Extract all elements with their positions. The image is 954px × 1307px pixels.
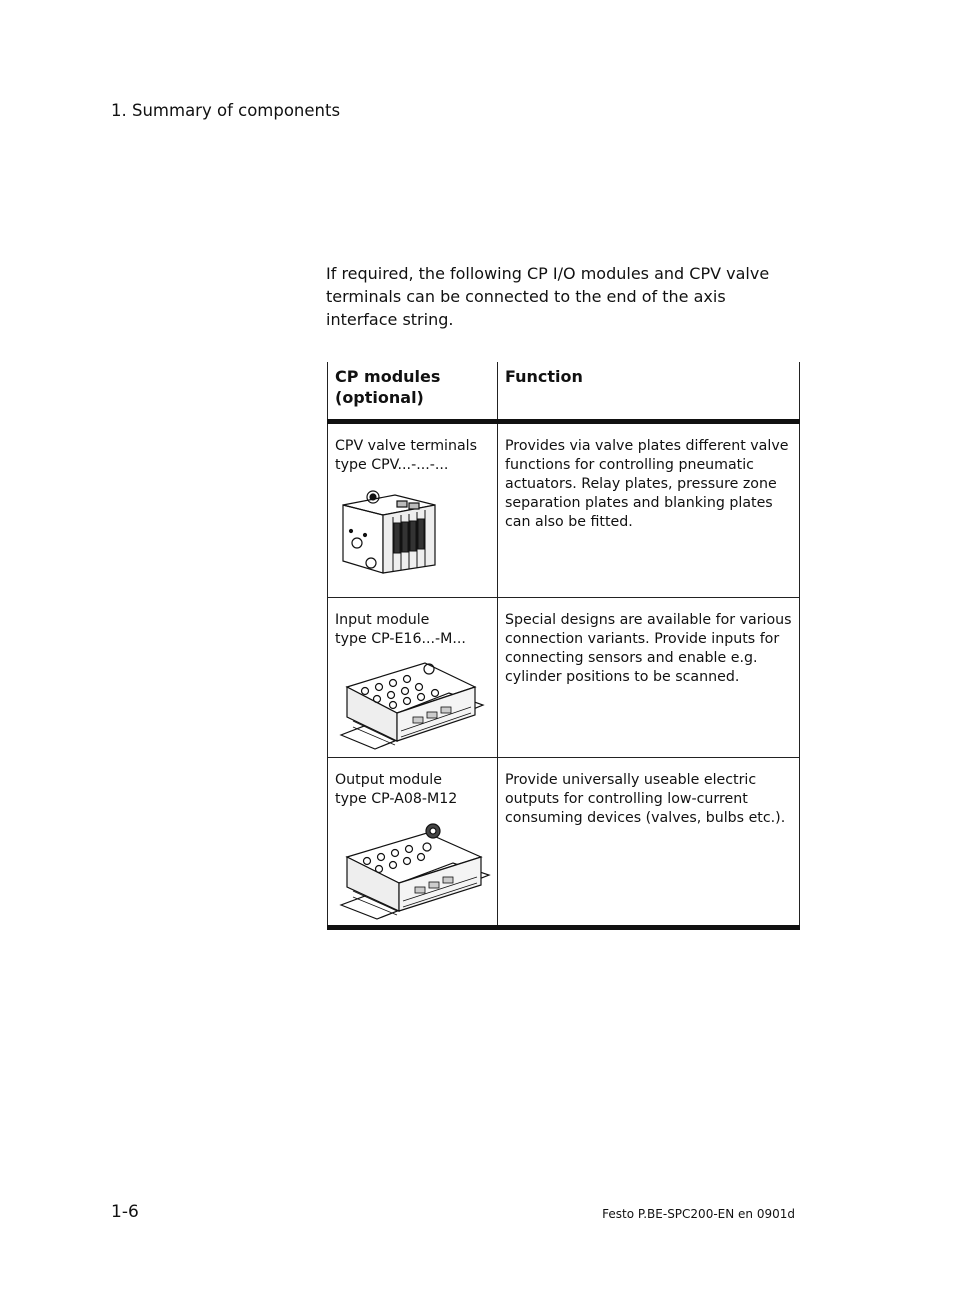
module-cell [328, 598, 498, 758]
header-cp-modules-line1: CP modules [335, 367, 441, 386]
table-header-row [328, 362, 800, 422]
module-name: Input module [335, 612, 430, 628]
header-cp-modules-line2: (optional) [335, 388, 424, 407]
page-number: 1-6 [111, 1202, 139, 1222]
table-row [328, 598, 800, 758]
section-header: 1. Summary of components [111, 101, 341, 120]
module-cell [328, 758, 498, 928]
document-reference: Festo P.BE-SPC200-EN en 0901d [602, 1207, 795, 1221]
module-cell [328, 422, 498, 598]
header-cp-modules [328, 362, 498, 422]
table-row [328, 758, 800, 928]
cp-modules-table [327, 362, 800, 930]
function-cell: Provides via valve plates different valve functions for controlling pneumatic actuators. Relay plates, pressure zone separation plates and blanking plates can also be fitted. [498, 422, 800, 598]
function-cell: Special designs are available for various connection variants. Provide inputs for connecting sensors and enable e.g. cylinder positions to be scanned. [498, 598, 800, 758]
function-cell: Provide universally useable electric outputs for controlling low-current consuming devices (valves, bulbs etc.). [498, 758, 800, 928]
module-type: type CP-A08-M12 [335, 791, 458, 807]
module-name: Output module [335, 772, 442, 788]
cpv-valve-terminal-drawing [335, 483, 445, 575]
input-module-drawing [335, 657, 485, 755]
module-name: CPV valve terminals [335, 438, 477, 454]
module-type: type CPV...-...-... [335, 457, 449, 473]
intro-paragraph: If required, the following CP I/O modules and CPV valve terminals can be connected to the end of the axis interface string. [326, 264, 770, 329]
output-module-drawing [335, 817, 491, 925]
table-row [328, 422, 800, 598]
module-type: type CP-E16...-M... [335, 631, 466, 647]
header-function: Function [498, 362, 800, 422]
